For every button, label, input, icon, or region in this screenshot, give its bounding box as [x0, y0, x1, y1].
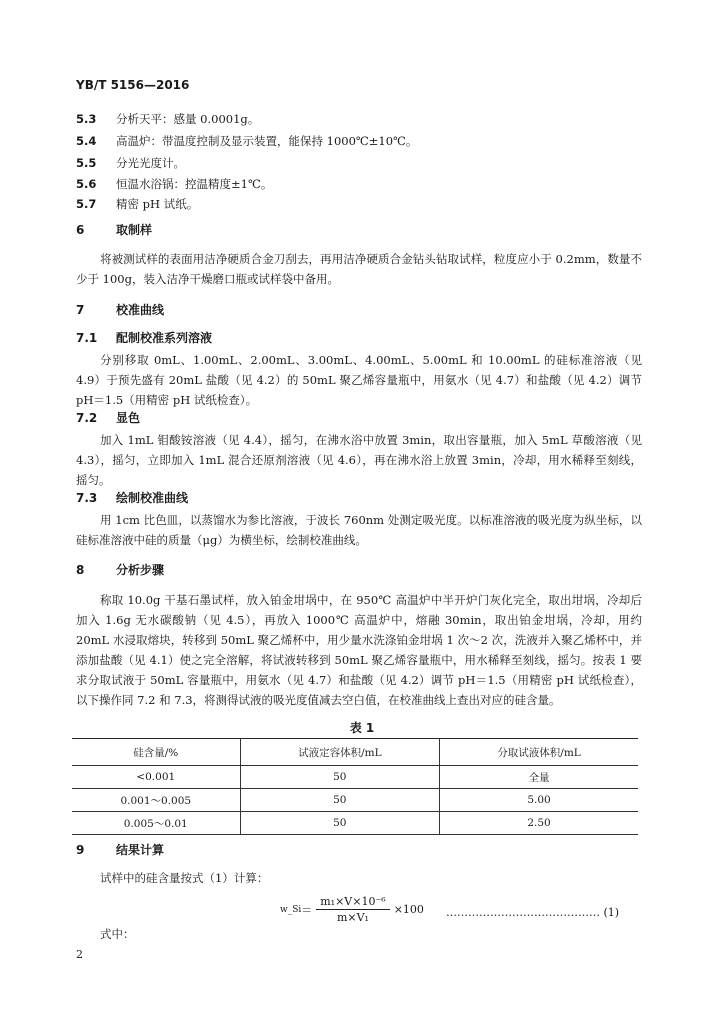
table-cell: 0.001～0.005 — [72, 789, 240, 812]
section-title: 配制校准系列溶液 — [116, 331, 213, 345]
formula-lhs: w_Si — [280, 904, 302, 915]
section-title: 取制样 — [116, 223, 153, 237]
item-5-5 — [76, 155, 185, 171]
table-caption: 表 1 — [349, 721, 375, 735]
section-9-intro: 试样中的硅含量按式（1）计算： — [100, 871, 269, 885]
section-number: 9 — [76, 843, 85, 857]
table-cell: 50 — [240, 812, 440, 835]
table-header-cell: 试液定容体积/mL — [240, 739, 440, 766]
section-8-heading — [76, 562, 164, 578]
table-cell: 50 — [240, 766, 440, 789]
section-7-2-paragraph: 加入 1mL 钼酸铵溶液（见 4.4），摇匀，在沸水浴中放置 3min，取出容量瓶，加入 5mL 草酸溶液（见 4.3），摇匀，立即加入 1mL 混合还原剂溶液（见 4.6），再在沸水浴上放置 3min，冷却，用水稀释至刻线，摇匀。 — [76, 433, 642, 487]
table-row — [72, 766, 638, 789]
section-number: 7.2 — [76, 411, 98, 425]
section-number: 7.3 — [76, 491, 98, 505]
table-header-row — [72, 739, 638, 766]
section-number: 7 — [76, 303, 85, 317]
formula-fraction — [316, 895, 389, 924]
item-5-6 — [76, 176, 272, 192]
page-number: 2 — [76, 948, 83, 961]
item-5-3 — [76, 111, 259, 127]
section-title: 结果计算 — [116, 843, 165, 857]
table-cell: 0.005～0.01 — [72, 812, 240, 835]
section-7-3-heading — [76, 490, 188, 506]
section-number: 6 — [76, 223, 85, 237]
item-text: 精密 pH 试纸。 — [116, 197, 199, 211]
formula-numerator: m₁×V×10⁻⁶ — [316, 895, 389, 910]
table-cell: 全量 — [440, 766, 638, 789]
formula-denominator: m×V₁ — [336, 911, 369, 924]
item-number: 5.6 — [76, 177, 97, 191]
section-8-paragraph: 称取 10.0g 干基石墨试样，放入铂金坩埚中，在 950℃ 高温炉中半开炉门灰化完全，取出坩埚，冷却后加入 1.6g 无水碳酸钠（见 4.5），再放入 1000℃ 高温炉中，熔融 30min，取出铂金坩埚，冷却，用约 20mL 水浸取熔块，转移到 50mL 聚乙烯杯中，用少量水洗涤铂金坩埚 1 次～2 次，洗液并入聚乙烯杯中，并添加盐酸（见 4.1）使之完全溶解，将试液转移到 50mL 聚乙烯容量瓶中，用水稀释至刻线，摇匀。按表 1 要求分取试液于 50mL 容量瓶中，用氨水（见 4.7）和盐酸（见 4.2）调节 pH＝1.5（用精密 pH 试纸检查），以下操作同 7.2 和 7.3，将测得试液的吸光度值减去空白值，在校准曲线上查出对应的硅含量。 — [76, 593, 642, 707]
table-header-cell: 硅含量/% — [72, 739, 240, 766]
section-7-1-paragraph: 分别移取 0mL、1.00mL、2.00mL、3.00mL、4.00mL、5.00mL 和 10.00mL 的硅标准溶液（见 4.9）于预先盛有 20mL 盐酸（见 4.2）的 50mL 聚乙烯容量瓶中，用氨水（见 4.7）和盐酸（见 4.2）调节 pH＝1.5（用精密 pH 试纸检查）。 — [76, 353, 642, 407]
item-text: 高温炉：带温度控制及显示装置，能保持 1000℃±10℃。 — [116, 134, 418, 148]
table-cell: 50 — [240, 789, 440, 812]
table-cell: 5.00 — [440, 789, 638, 812]
table-1 — [72, 738, 638, 835]
item-text: 恒温水浴锅：控温精度±1℃。 — [116, 177, 273, 191]
item-5-4 — [76, 133, 417, 149]
standard-code-header: YB/T 5156—2016 — [76, 78, 190, 92]
section-title: 显色 — [116, 411, 141, 425]
table-row — [72, 812, 638, 835]
section-title: 校准曲线 — [116, 303, 165, 317]
section-7-2-heading — [76, 410, 140, 426]
item-5-7 — [76, 196, 198, 212]
section-7-1-heading — [76, 330, 212, 346]
item-text: 分析天平：感量 0.0001g。 — [116, 112, 260, 126]
equation-number: …………………………………… (1) — [446, 906, 620, 919]
formula-multiplier: ×100 — [393, 903, 424, 916]
table-cell: 2.50 — [440, 812, 638, 835]
section-7-heading — [76, 302, 164, 318]
section-title: 分析步骤 — [116, 563, 165, 577]
item-number: 5.7 — [76, 197, 97, 211]
section-number: 8 — [76, 563, 85, 577]
formula-1 — [280, 895, 424, 924]
formula-equals: ＝ — [301, 903, 313, 917]
section-6-heading — [76, 222, 152, 238]
section-9-heading — [76, 842, 164, 858]
table-header-cell: 分取试液体积/mL — [440, 739, 638, 766]
section-title: 绘制校准曲线 — [116, 491, 189, 505]
table-row — [72, 789, 638, 812]
section-number: 7.1 — [76, 331, 98, 345]
where-label: 式中： — [100, 927, 135, 941]
section-6-paragraph: 将被测试样的表面用洁净硬质合金刀刮去，再用洁净硬质合金钻头钻取试样，粒度应小于 0.2mm，数量不少于 100g，装入洁净干燥磨口瓶或试样袋中备用。 — [76, 252, 642, 286]
table-cell: <0.001 — [72, 766, 240, 789]
item-number: 5.4 — [76, 134, 97, 148]
item-number: 5.5 — [76, 156, 97, 170]
item-text: 分光光度计。 — [116, 156, 185, 170]
section-7-3-paragraph: 用 1cm 比色皿，以蒸馏水为参比溶液，于波长 760nm 处测定吸光度。以标准溶液的吸光度为纵坐标，以硅标准溶液中硅的质量（μg）为横坐标，绘制校准曲线。 — [76, 513, 642, 547]
item-number: 5.3 — [76, 112, 97, 126]
